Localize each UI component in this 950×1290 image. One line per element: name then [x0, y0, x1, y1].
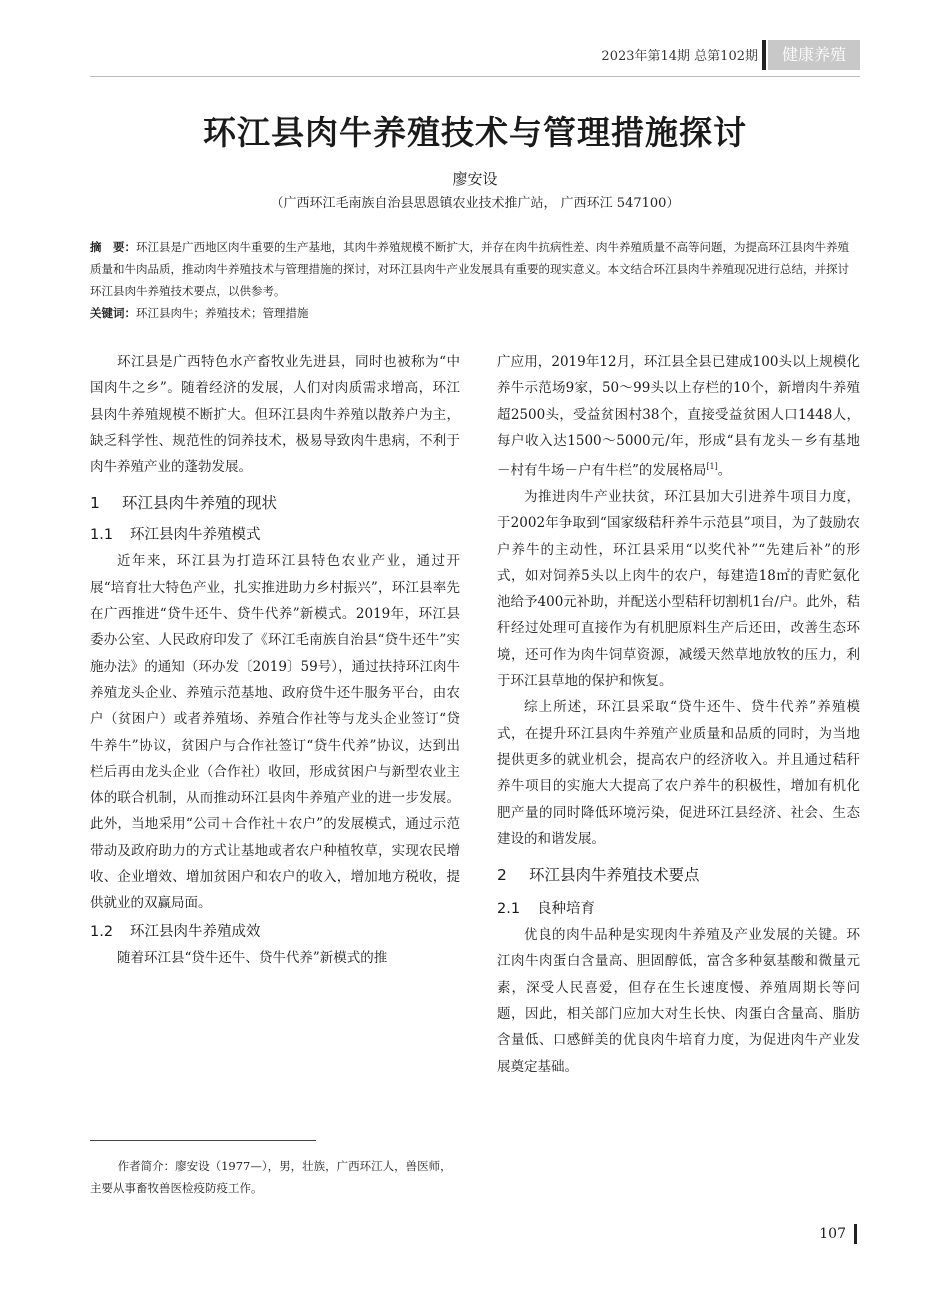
author-name: 廖安设 — [452, 170, 498, 188]
continued-end: 。 — [717, 462, 732, 479]
header-divider — [762, 40, 766, 70]
left-column — [90, 349, 460, 971]
header-rule — [90, 76, 860, 77]
abstract-text: 环江县是广西地区肉牛重要的生产基地，其肉牛养殖规模不断扩大，并存在肉牛抗病性差、肉牛养殖质量不高等问题，为提高环江县肉牛养殖质量和牛肉品质，推动肉牛养殖技术与管理措施的探讨，对环江县肉牛产业发展具有重要的现实意义。本文结合环江县肉牛养殖现况进行总结，并探讨环江县肉牛养殖技术要点，以供参考。 — [90, 240, 849, 298]
keywords-text: 环江县肉牛；养殖技术；管理措施 — [136, 306, 309, 320]
section-2-1-title: 良种培育 — [537, 901, 595, 918]
section-2-heading — [497, 862, 860, 888]
section-2-number: 2 — [497, 866, 507, 885]
author-footnote: 作者简介：廖安设（1977—），男，壮族，广西环江人，兽医师，主要从事畜牧兽医检疫防疫工作。 — [90, 1159, 452, 1195]
page-number-bar — [854, 1224, 857, 1244]
section-tag: 健康养殖 — [768, 40, 860, 70]
section-1-1-title: 环江县肉牛养殖模式 — [130, 527, 261, 544]
section-1-2-paragraph: 随着环江县“贷牛还牛、贷牛代养”新模式的推 — [117, 949, 388, 966]
section-2-1-paragraph: 优良的肉牛品种是实现肉牛养殖及产业发展的关键。环江肉牛肉蛋白含量高、胆固醇低，富含多种氨基酸和微量元素，深受人民喜爱，但存在生长速度慢、养殖周期长等问题，因此，相关部门应加大对生长快、肉蛋白含量高、脂肪含量低、口感鲜美的优良肉牛培育力度，为促进肉牛产业发展奠定基础。 — [497, 927, 860, 1075]
page-number: 107 — [819, 1226, 846, 1242]
section-1-2-number: 1.2 — [90, 923, 114, 940]
keywords — [90, 303, 860, 323]
footnote-rule — [90, 1140, 316, 1141]
article-title: 环江县肉牛养殖技术与管理措施探讨 — [203, 113, 747, 152]
section-1-number: 1 — [90, 494, 100, 513]
section-2-1-number: 2.1 — [497, 901, 521, 918]
section-1-heading — [90, 490, 460, 516]
section-2-title: 环江县肉牛养殖技术要点 — [529, 866, 700, 885]
section-1-2-heading — [90, 919, 460, 945]
section-1-2-title: 环江县肉牛养殖成效 — [130, 923, 261, 940]
section-2-1-heading — [497, 896, 860, 922]
continued-text: 广应用，2019年12月，环江县全县已建成100头以上规模化养牛示范场9家，50～99头以上存栏的10个，新增肉牛养殖超2500头，受益贫困村38个，直接受益贫困人口1448人，每户收入达1500～5000元/年，形成“县有龙头－乡有基地－村有牛场－户有牛栏”的发展格局 — [497, 354, 860, 479]
section-1-1-heading — [90, 522, 460, 548]
author-affiliation: （广西环江毛南族自治县思恩镇农业技术推广站， 广西环江 547100） — [270, 196, 680, 211]
intro-paragraph: 环江县是广西特色水产畜牧业先进县，同时也被称为“中国肉牛之乡”。随着经济的发展，人们对肉质需求增高，环江县肉牛养殖规模不断扩大。但环江县肉牛养殖以散养户为主，缺乏科学性、规范性的饲养技术，极易导致肉牛患病，不利于肉牛养殖产业的蓬勃发展。 — [90, 354, 460, 476]
continued-paragraph — [497, 349, 860, 484]
summary-paragraph: 综上所述，环江县采取“贷牛还牛、贷牛代养”养殖模式，在提升环江县肉牛养殖产业质量和品质的同时，为当地提供更多的就业机会，提高农户的经济收入。并且通过秸秆养牛项目的实施大大提高了农户养牛的积极性，增加有机化肥产量的同时降低环境污染，促进环江县经济、社会、生态建设的和谐发展。 — [497, 699, 860, 847]
abstract — [90, 236, 860, 302]
section-1-1-paragraph: 近年来，环江县为打造环江县特色农业产业，通过开展“培育壮大特色产业，扎实推进助力乡村振兴”，环江县率先在广西推进“贷牛还牛、贷牛代养”新模式。2019年，环江县委办公室、人民政府印发了《环江毛南族自治县“贷牛还牛”实施办法》的通知（环办发〔2019〕59号），通过扶持环江肉牛养殖龙头企业、养殖示范基地、政府贷牛还牛服务平台，由农户（贫困户）或者养殖场、养殖合作社等与龙头企业签订“贷牛养牛”协议，贫困户与合作社签订“贷牛代养”协议，达到出栏后再由龙头企业（合作社）收回，形成贫困户与新型农业主体的联合机制，从而推动环江县肉牛养殖产业的进一步发展。此外，当地采用“公司＋合作社＋农户”的发展模式，通过示范带动及政府助力的方式让基地或者农户种植牧草，实现农民增收、企业增效、增加贫困户和农户的收入，增加地方税收，提供就业的双赢局面。 — [90, 553, 460, 912]
straw-project-paragraph: 为推进肉牛产业扶贫，环江县加大引进养牛项目力度，于2002年争取到“国家级秸秆养牛示范县”项目，为了鼓励农户养牛的主动性，环江县采用“以奖代补”“先建后补”的形式，如对饲养5头以上肉牛的农户，每建造18㎡的青贮氨化池给予400元补助，并配送小型秸秆切割机1台/户。此外，秸秆经过处理可直接作为有机肥原料生产后还田，改善生态环境，还可作为肉牛饲草资源，减缓天然草地放牧的压力，利于环江县草地的保护和恢复。 — [497, 488, 860, 690]
section-1-1-number: 1.1 — [90, 527, 114, 544]
right-column — [497, 349, 860, 1080]
keywords-label: 关键词： — [90, 306, 136, 320]
issue-info: 2023年第14期 总第102期 — [601, 49, 758, 64]
abstract-label: 摘 要： — [90, 240, 136, 254]
section-1-title: 环江县肉牛养殖的现状 — [122, 494, 278, 513]
reference-marker: [1] — [706, 462, 718, 472]
